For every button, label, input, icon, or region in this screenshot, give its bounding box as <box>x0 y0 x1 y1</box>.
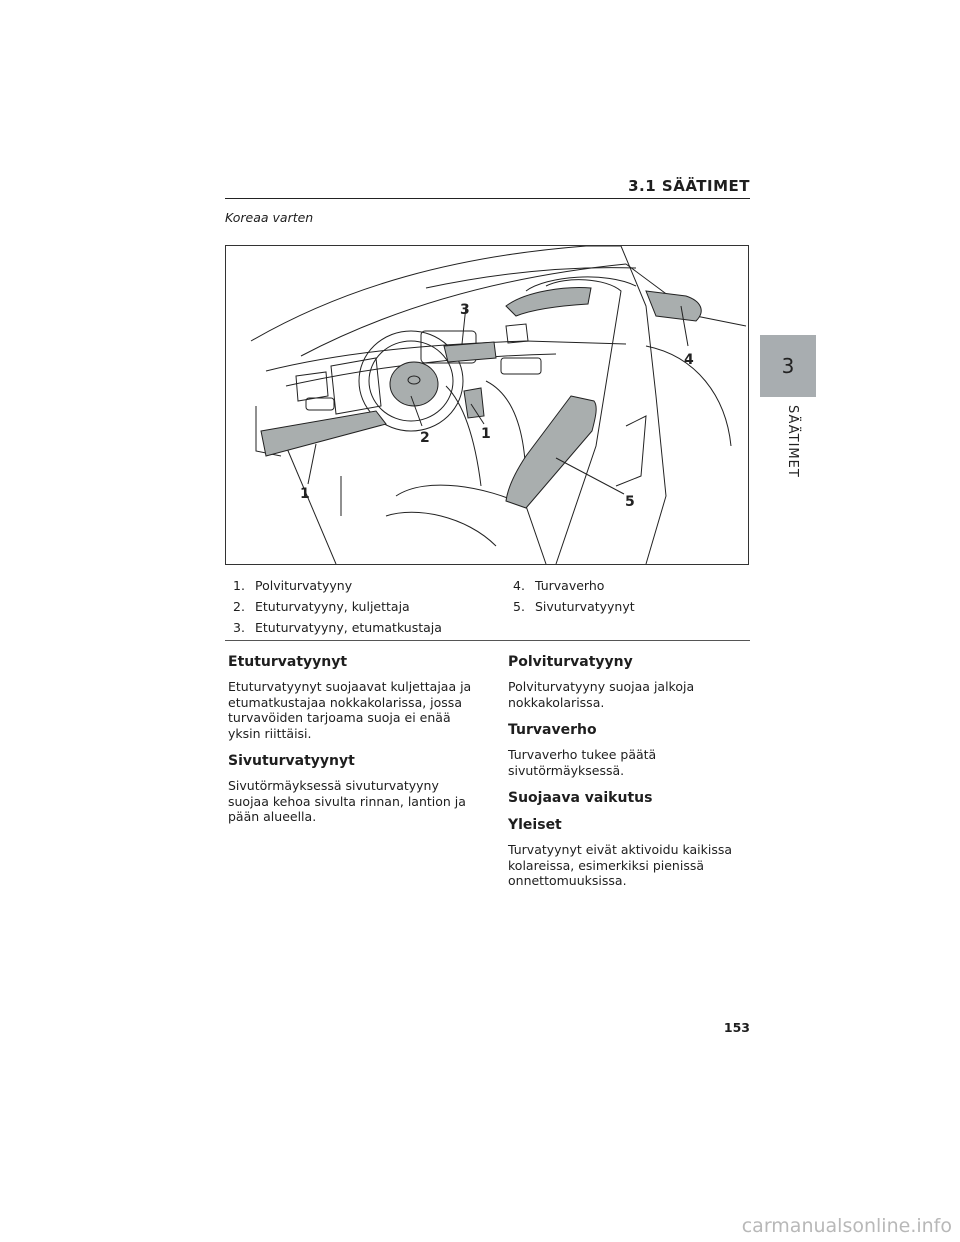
legend-number: 4. <box>513 578 525 593</box>
heading-general: Yleiset <box>508 817 562 833</box>
callout-4: 4 <box>684 352 694 368</box>
legend-number: 3. <box>233 620 245 635</box>
left-column <box>228 652 478 835</box>
airbag-illustration <box>225 245 749 565</box>
section-title: 3.1 SÄÄTIMET <box>628 177 750 195</box>
figure-caption: Koreaa varten <box>225 210 314 225</box>
page-number: 153 <box>723 1020 750 1035</box>
legend-number: 5. <box>513 599 525 614</box>
legend-label: Sivuturvatyynyt <box>534 599 635 614</box>
section-divider <box>225 640 750 641</box>
legend-item <box>233 596 442 617</box>
legend-item <box>513 575 635 596</box>
figure-legend-left <box>233 575 442 638</box>
callout-2: 2 <box>420 430 430 446</box>
legend-item <box>233 617 442 638</box>
paragraph-curtain-airbag: Turvaverho tukee päätä sivutörmäyksessä. <box>508 747 657 778</box>
legend-label: Polviturvatyyny <box>254 578 353 593</box>
legend-item <box>233 575 442 596</box>
header-divider <box>225 198 750 199</box>
paragraph-general: Turvatyynyt eivät aktivoidu kaikissa kolareissa, esimerkiksi pienissä onnettomuuksissa. <box>508 842 733 888</box>
callout-3: 3 <box>460 302 470 318</box>
right-column <box>508 652 758 899</box>
chapter-tab <box>760 335 816 397</box>
paragraph-front-airbags: Etuturvatyynyt suojaavat kuljettajaa ja etumatkustajaa nokkakolarissa, jossa turvavöiden tarjoama suoja ei enää yksin riittäisi. <box>228 679 472 741</box>
heading-side-airbags: Sivuturvatyynyt <box>228 753 355 769</box>
legend-item <box>513 596 635 617</box>
legend-label: Etuturvatyyny, etumatkustaja <box>254 620 442 635</box>
callout-1-passenger: 1 <box>481 426 491 442</box>
heading-curtain-airbag: Turvaverho <box>508 722 597 738</box>
legend-label: Turvaverho <box>534 578 605 593</box>
callout-5: 5 <box>625 494 635 510</box>
heading-knee-airbag: Polviturvatyyny <box>508 654 633 670</box>
heading-front-airbags: Etuturvatyynyt <box>228 654 348 670</box>
paragraph-side-airbags: Sivutörmäyksessä sivuturvatyyny suojaa kehoa sivulta rinnan, lantion ja pään alueella. <box>228 778 466 824</box>
legend-number: 2. <box>233 599 245 614</box>
legend-number: 1. <box>233 578 245 593</box>
figure-legend-right <box>513 575 635 617</box>
paragraph-knee-airbag: Polviturvatyyny suojaa jalkoja nokkakolarissa. <box>508 679 695 710</box>
heading-protective-effect: Suojaava vaikutus <box>508 790 653 806</box>
legend-label: Etuturvatyyny, kuljettaja <box>254 599 410 614</box>
callout-1-driver: 1 <box>300 486 310 502</box>
chapter-number: 3 <box>781 354 795 378</box>
chapter-label: SÄÄTIMET <box>785 405 800 478</box>
watermark: carmanualsonline.info <box>741 1215 952 1237</box>
